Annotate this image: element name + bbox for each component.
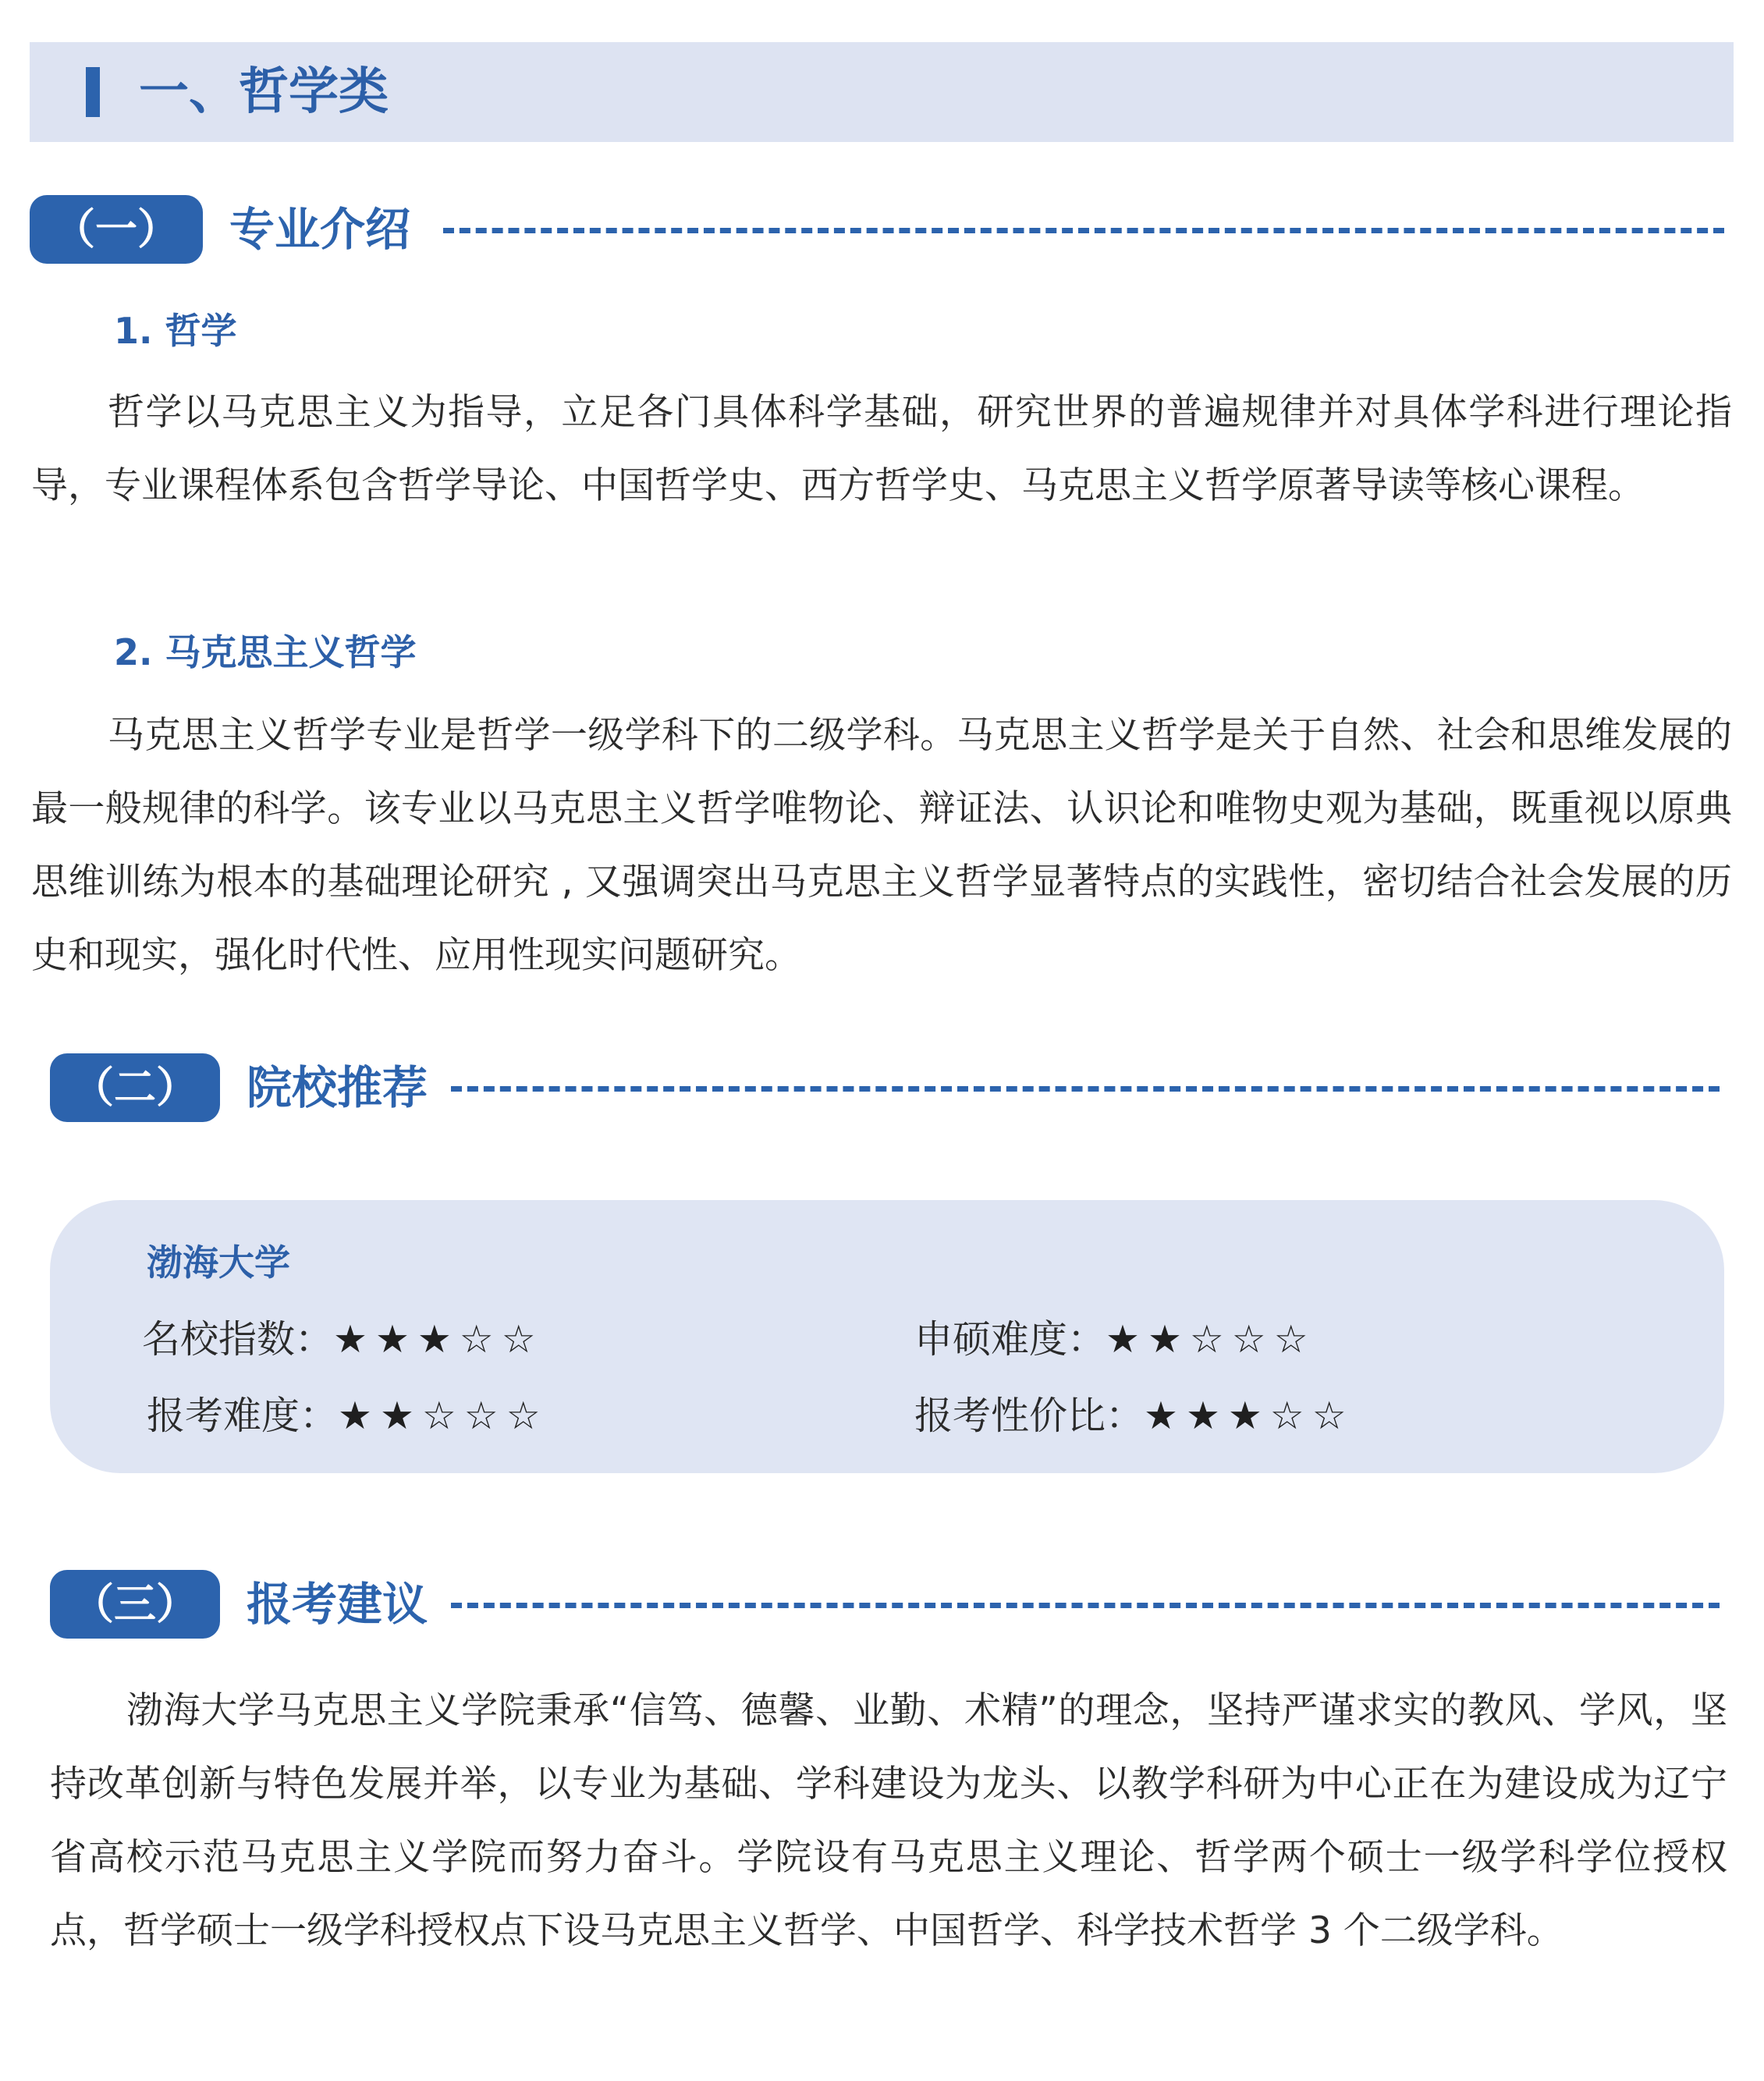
rating-cost-performance — [914, 1386, 1354, 1440]
body-paragraph: 哲学以马克思主义为指导，立足各门具体科学基础，研究世界的普遍规律并对具体学科进行理论指导，专业课程体系包含哲学导论、中国哲学史、西方哲学史、马克思主义哲学原著导读等核心课程。 — [31, 391, 1732, 507]
section-number-badge: （一） — [30, 195, 203, 264]
rating-label: 名校指数： — [142, 1317, 334, 1362]
school-card — [50, 1200, 1724, 1473]
school-name: 渤海大学 — [147, 1241, 290, 1284]
banner-accent-bar — [86, 67, 100, 117]
section-header-intro — [30, 195, 1724, 265]
section-title: 报考建议 — [247, 1578, 428, 1631]
section-number-badge: （二） — [50, 1053, 220, 1122]
star-rating-icon: ★★☆☆☆ — [338, 1394, 548, 1438]
rating-label: 报考性价比： — [914, 1394, 1145, 1438]
subsection-heading: 2. 马克思主义哲学 — [114, 631, 417, 673]
dashed-divider — [451, 1603, 1720, 1608]
category-banner — [30, 42, 1734, 142]
category-title: 一、哲学类 — [139, 63, 389, 121]
star-rating-icon: ★★★☆☆ — [1144, 1394, 1354, 1438]
body-paragraph: 渤海大学马克思主义学院秉承“信笃、德馨、业勤、术精”的理念，坚持严谨求实的教风、学风，坚持改革创新与特色发展并举，以专业为基础、学科建设为龙头、以教学科研为中心正在为建设成为辽宁省高校示范马克思主义学院而努力奋斗。学院设有马克思主义理论、哲学两个硕士一级学科学位授权点，哲学硕士一级学科授权点下设马克思主义哲学、中国哲学、科学技术哲学 3 个二级学科。 — [50, 1689, 1727, 1952]
section-header-school — [50, 1053, 1720, 1124]
subsection-heading: 1. 哲学 — [114, 310, 237, 352]
section-title: 院校推荐 — [247, 1061, 428, 1114]
section-title: 专业介绍 — [229, 203, 411, 256]
star-rating-icon: ★★★☆☆ — [333, 1317, 544, 1362]
rating-label: 报考难度： — [147, 1394, 339, 1438]
dashed-divider — [451, 1086, 1720, 1092]
rating-exam-difficulty — [147, 1386, 548, 1440]
dashed-divider — [443, 228, 1724, 233]
star-rating-icon: ★★☆☆☆ — [1106, 1317, 1316, 1362]
section-header-advice — [50, 1570, 1720, 1640]
body-paragraph: 马克思主义哲学专业是哲学一级学科下的二级学科。马克思主义哲学是关于自然、社会和思维发展的最一般规律的科学。该专业以马克思主义哲学唯物论、辩证法、认识论和唯物史观为基础，既重视以原典思维训练为根本的基础理论研究 , 又强调突出马克思主义哲学显著特点的实践性，密切结合社会发展的历史和现实，强化时代性、应用性现实问题研究。 — [31, 714, 1732, 977]
rating-label: 申硕难度： — [914, 1317, 1106, 1362]
section-number-badge: （三） — [50, 1570, 220, 1639]
rating-master-difficulty — [914, 1309, 1316, 1364]
rating-fame-index — [142, 1309, 544, 1364]
